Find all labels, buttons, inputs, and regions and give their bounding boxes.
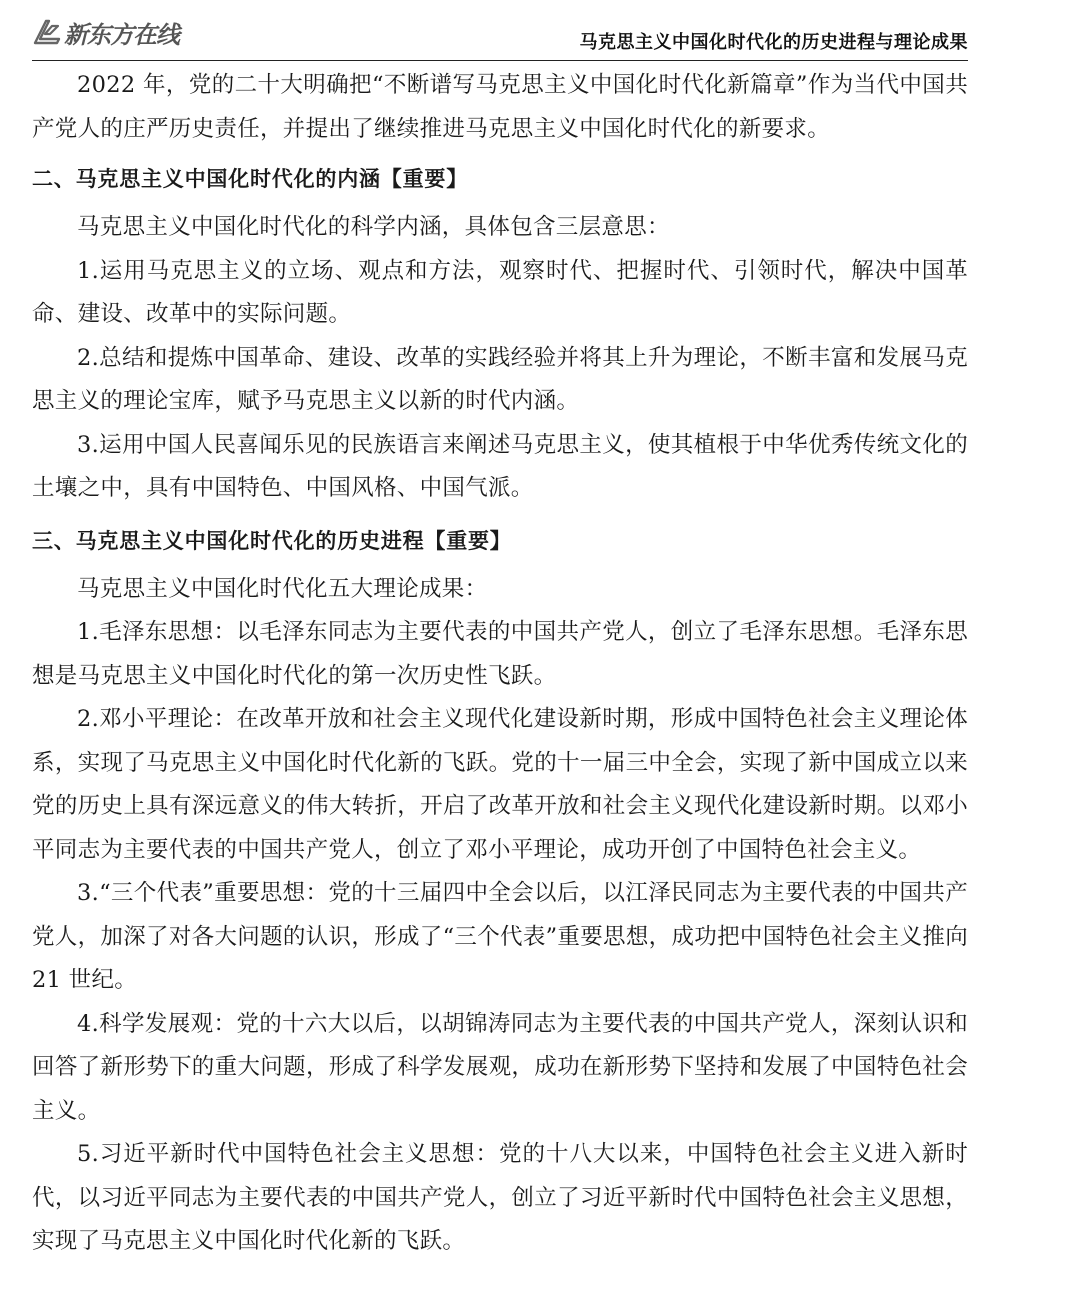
document-body [32,64,968,1264]
brand-logo [32,14,179,50]
section-2-heading: 二、马克思主义中国化时代化的内涵【重要】 [32,167,468,191]
brand-logo-icon [32,17,62,47]
brand-logo-text: 新东方在线 [64,20,179,49]
section-2-item: 3.运用中国人民喜闻乐见的民族语言来阐述马克思主义，使其植根于中华优秀传统文化的土壤之中，具有中国特色、中国风格、中国气派。 [32,431,968,501]
section-3-item: 5.习近平新时代中国特色社会主义思想：党的十八大以来，中国特色社会主义进入新时代，以习近平同志为主要代表的中国共产党人，创立了习近平新时代中国特色社会主义思想，实现了马克思主义中国化时代化新的飞跃。 [32,1141,968,1254]
section-2-lead: 马克思主义中国化时代化的科学内涵，具体包含三层意思： [77,214,670,240]
intro-paragraph: 2022 年，党的二十大明确把“不断谱写马克思主义中国化时代化新篇章”作为当代中国共产党人的庄严历史责任，并提出了继续推进马克思主义中国化时代化的新要求。 [32,72,968,142]
document-page [32,0,968,1254]
section-2-item: 2.总结和提炼中国革命、建设、改革的实践经验并将其上升为理论，不断丰富和发展马克思主义的理论宝库，赋予马克思主义以新的时代内涵。 [32,344,968,414]
running-header-title: 马克思主义中国化时代化的历史进程与理论成果 [579,32,968,53]
section-3-item: 4.科学发展观：党的十六大以后，以胡锦涛同志为主要代表的中国共产党人，深刻认识和回答了新形势下的重大问题，形成了科学发展观，成功在新形势下坚持和发展了中国特色社会主义。 [32,1010,968,1124]
section-3-item: 2.邓小平理论：在改革开放和社会主义现代化建设新时期，形成中国特色社会主义理论体系，实现了马克思主义中国化时代化新的飞跃。党的十一届三中全会，实现了新中国成立以来党的历史上具有深远意义的伟大转折，开启了改革开放和社会主义现代化建设新时期。以邓小平同志为主要代表的中国共产党人，创立了邓小平理论，成功开创了中国特色社会主义。 [32,706,968,863]
section-3-item: 1.毛泽东思想：以毛泽东同志为主要代表的中国共产党人，创立了毛泽东思想。毛泽东思想是马克思主义中国化时代化的第一次历史性飞跃。 [32,619,968,689]
section-3-item: 3.“三个代表”重要思想：党的十三届四中全会以后，以江泽民同志为主要代表的中国共产党人，加深了对各大问题的认识，形成了“三个代表”重要思想，成功把中国特色社会主义推向 21 世纪。 [32,880,968,993]
section-3-heading: 三、马克思主义中国化时代化的历史进程【重要】 [32,528,512,553]
section-2-item: 1.运用马克思主义的立场、观点和方法，观察时代、把握时代、引领时代，解决中国革命、建设、改革中的实际问题。 [32,257,968,327]
section-3-lead: 马克思主义中国化时代化五大理论成果： [77,575,488,602]
page-header [32,0,968,61]
